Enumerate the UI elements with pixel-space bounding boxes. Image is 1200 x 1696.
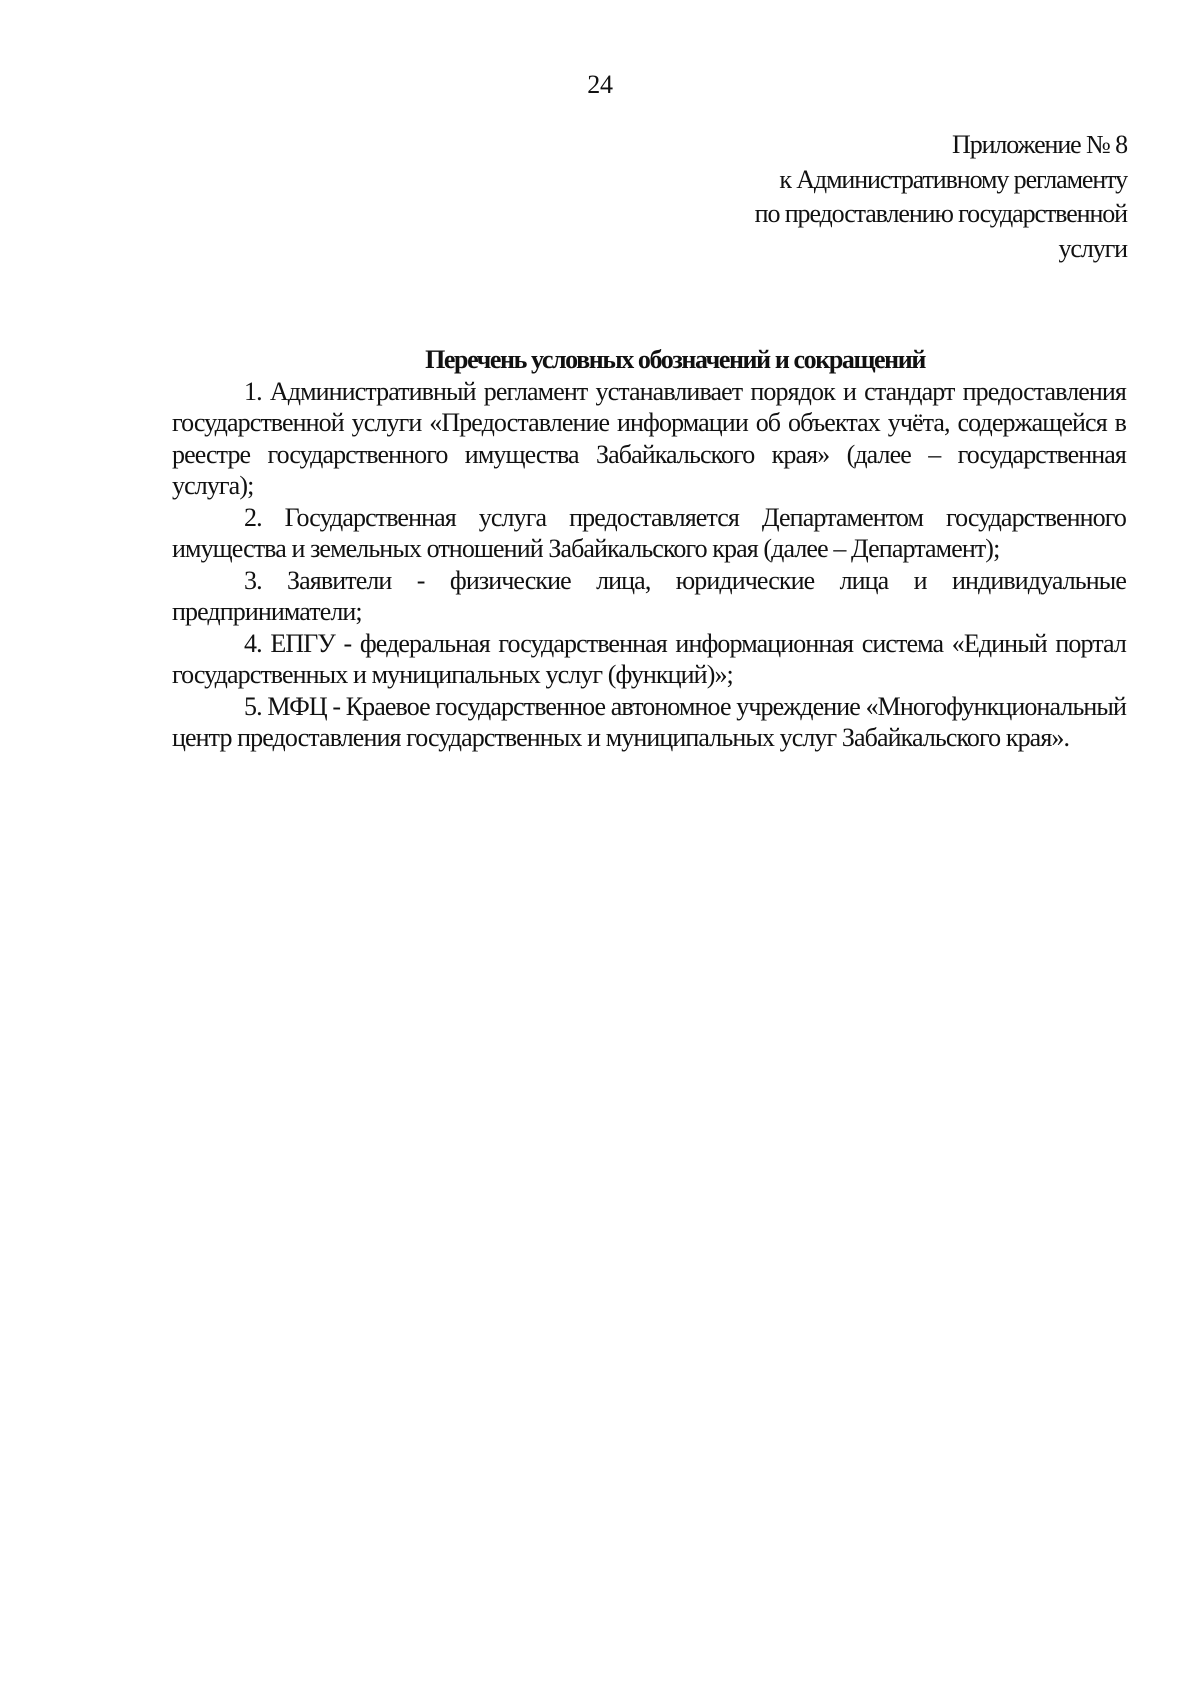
- page-number: 24: [587, 70, 613, 99]
- list-item-mfc: 5. МФЦ - Краевое государственное автономное учреждение «Многофункциональный центр предоставления государственных и муниципальных услуг Забайкальского края».: [172, 691, 1126, 752]
- document-body: [172, 344, 1126, 754]
- list-item-administrative-regulation: 1. Административный регламент устанавливает порядок и стандарт предоставления государственной услуги «Предоставление информации об объектах учёта, содержащейся в реестре государственного имущества Забайкальского края» (далее – государственная услуга);: [172, 376, 1126, 500]
- document-title: Перечень условных обозначений и сокращений: [425, 345, 925, 374]
- list-item-department: 2. Государственная услуга предоставляется Департаментом государственного имущества и земельных отношений Забайкальского края (далее – Департамент);: [172, 502, 1126, 563]
- list-item-epgu: 4. ЕПГУ - федеральная государственная информационная система «Единый портал государственных и муниципальных услуг (функций)»;: [172, 628, 1126, 689]
- appendix-reference-line-2: по предоставлению государственной: [754, 199, 1127, 228]
- appendix-reference-line-3: услуги: [1058, 233, 1127, 263]
- list-item-applicants: 3. Заявители - физические лица, юридические лица и индивидуальные предприниматели;: [172, 565, 1126, 626]
- appendix-number: Приложение № 8: [952, 130, 1127, 159]
- appendix-reference-line-1: к Административному регламенту: [779, 164, 1127, 194]
- appendix-header: [527, 128, 1127, 266]
